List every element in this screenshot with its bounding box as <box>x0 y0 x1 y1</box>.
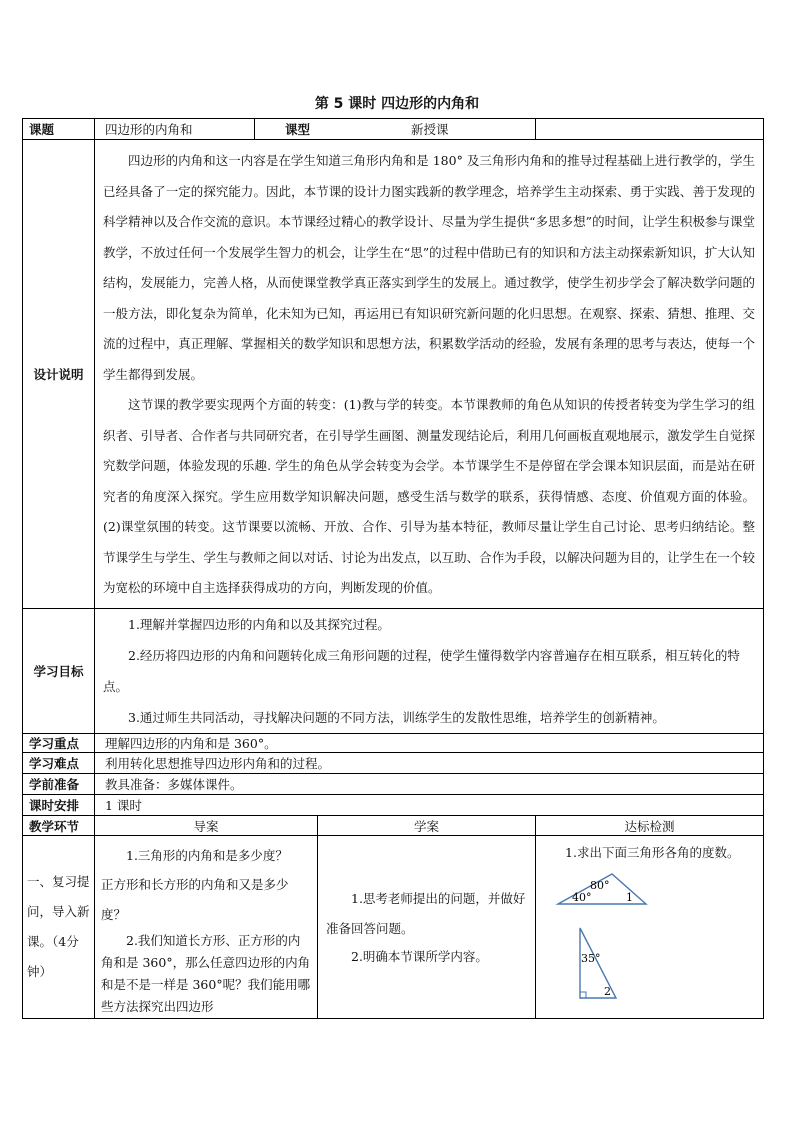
study-item-2: 2.明确本节课所学内容。 <box>351 949 488 964</box>
lesson-plan-table <box>22 118 764 1019</box>
check-question-1: 1.求出下面三角形各角的度数。 <box>565 845 740 860</box>
goal-item: 2.经历将四边形的内角和问题转化成三角形问题的过程，使学生懂得数学内容普遍存在相互联系，相互转化的特点。 <box>103 648 740 694</box>
goals-content <box>95 609 764 734</box>
type-value <box>411 119 764 140</box>
schedule-row <box>23 795 764 816</box>
guide-question-1b: 正方形和长方形的内角和又是多少度？ <box>101 877 289 922</box>
topic-value <box>95 119 255 140</box>
col-study-header: 学案 <box>318 816 536 836</box>
col-guide-header: 导案 <box>95 816 318 836</box>
design-row <box>23 140 764 609</box>
triangle-figures <box>540 864 760 1004</box>
topic-label: 课题 <box>23 119 95 140</box>
difficulty-label: 学习难点 <box>23 753 95 774</box>
key-point-row <box>23 734 764 753</box>
design-paragraph-1: 四边形的内角和这一内容是在学生知道三角形内角和是 180° 及三角形内角和的推导过程基础上进行教学的，学生已经具备了一定的探究能力。因此，本节课的设计力图实践新的教学理念，培养学生主动探索、勇于实践、善于发现的科学精神以及合作交流的意识。本节课经过精心的教学设计、尽量为学生提供“多思多想”的时间，让学生积极参与课堂教学，不放过任何一个发展学生智力的机会，让学生在“思”的过程中借助已有的知识和方法主动探索新知识，扩大认知结构，发展能力，完善人格，从而使课堂教学真正落实到学生的发展上。通过教学，使学生初步学会了解决数学问题的一般方法，即化复杂为简单，化未知为已知，再运用已有知识研究新问题的化归思想。在观察、探索、猜想、推理、交流的过程中，真正理解、掌握相关的数学知识和思想方法，积累数学活动的经验，发展有条理的思考与表达，使每一个学生都得到发展。 <box>103 153 756 382</box>
goal-item: 3.通过师生共同活动，寻找解决问题的不同方法，训练学生的发散性思维，培养学生的创新精神。 <box>128 710 665 725</box>
step-1-guide <box>95 836 318 1019</box>
step-1-check <box>536 836 764 1019</box>
step-1-row <box>23 836 764 1019</box>
design-label: 设计说明 <box>23 140 95 609</box>
process-header-row <box>23 816 764 836</box>
page-title: 第 5 课时 四边形的内角和 <box>314 96 480 112</box>
preparation-value: 教具准备：多媒体课件。 <box>95 774 764 795</box>
step-1-name <box>23 836 95 1019</box>
design-content <box>95 140 764 609</box>
triangle-1-right-angle: 1 <box>626 891 634 904</box>
triangle-1-left-angle: 40° <box>572 891 592 904</box>
step-1-name-text: 一、复习提问，导入新课。（4分钟） <box>27 874 90 979</box>
process-header-label: 教学环节 <box>23 816 95 836</box>
goals-row <box>23 609 764 734</box>
type-label-cell <box>255 119 536 140</box>
difficulty-row <box>23 753 764 774</box>
design-paragraph-2: 这节课的教学要实现两个方面的转变：(1)教与学的转变。本节课教师的角色从知识的传授者转变为学生学习的组织者、引导者、合作者与共同研究者，在引导学生画图、测量发现结论后，利用几何画板直观地展示，激发学生自觉探究数学问题，体验发现的乐趣. 学生的角色从学会转变为会学。本节课学生不是停留在学会课本知识层面，而是站在研究者的角度深入探究。学生应用数学知识解决问题，感受生活与数学的联系，获得情感、态度、价值观方面的体验。(2)课堂氛围的转变。这节课要以流畅、开放、合作、引导为基本特征，教师尽量让学生自己讨论、思考归纳结论。整节课学生与学生、学生与教师之间以对话、讨论为出发点，以互助、合作为手段，以解决问题为目的，让学生在一个较为宽松的环境中自主选择获得成功的方向，判断发现的价值。 <box>103 397 756 595</box>
goals-label: 学习目标 <box>23 609 95 734</box>
difficulty-value: 利用转化思想推导四边形内角和的过程。 <box>95 753 764 774</box>
col-check-header: 达标检测 <box>536 816 764 836</box>
study-item-1: 1.思考老师提出的问题，并做好准备回答问题。 <box>326 891 526 936</box>
type-value-text: 新授课 <box>411 122 449 137</box>
preparation-row <box>23 774 764 795</box>
key-point-value: 理解四边形的内角和是 360°。 <box>95 734 764 753</box>
goal-item: 1.理解并掌握四边形的内角和以及其探究过程。 <box>128 617 390 632</box>
step-1-study <box>318 836 536 1019</box>
schedule-label: 课时安排 <box>23 795 95 816</box>
triangle-2-bottom-angle: 2 <box>604 985 612 998</box>
guide-question-2: 2.我们知道长方形、正方形的内角和是 360°，那么任意四边形的内角和是不是一样是 360°呢？我们能用哪些方法探究出四边形 <box>101 933 311 1014</box>
guide-question-1: 1.三角形的内角和是多少度？ <box>126 848 288 863</box>
schedule-value: 1 课时 <box>95 795 764 816</box>
right-angle-mark <box>580 992 586 998</box>
type-label: 课型 <box>285 122 311 137</box>
preparation-label: 学前准备 <box>23 774 95 795</box>
triangle-2-top-angle: 35° <box>581 952 601 965</box>
key-point-label: 学习重点 <box>23 734 95 753</box>
topic-value-text: 四边形的内角和 <box>105 122 193 137</box>
topic-row <box>23 119 764 140</box>
triangle-1-top-angle: 80° <box>590 879 610 892</box>
